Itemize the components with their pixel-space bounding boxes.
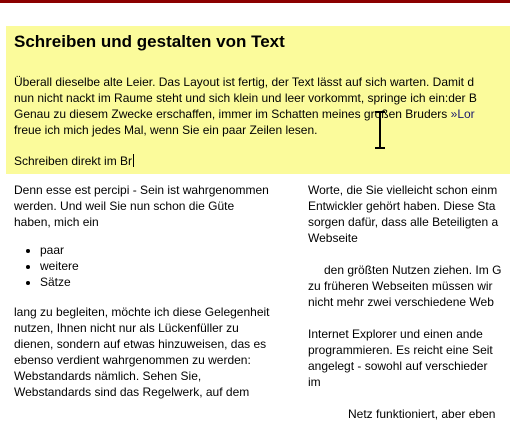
text-line: Entwickler gehört haben. Diese Sta [308,199,496,213]
text-caret [133,154,134,167]
paragraph-line: freue ich mich jedes Mal, wenn Sie ein paar Zeilen lesen. [14,123,318,137]
editor-paragraph[interactable] [14,74,477,138]
right-text-column [308,182,510,422]
text-line: Webstandards nämlich. Sehen Sie, [14,369,202,383]
spacer [308,310,510,326]
window-top-border [0,0,510,3]
typed-text: Schreiben direkt im Br [14,154,133,168]
list-item: • paar [40,242,302,258]
editor-typed-line[interactable] [14,153,134,169]
paragraph-line-text: Genau zu diesem Zwecke erschaffen, immer im Schatten meines großen Bruders [14,107,451,121]
list-item: • weitere [40,258,302,274]
paragraph-line [14,106,477,122]
paragraph-line: Überall dieselbe alte Leier. Das Layout ist fertig, der Text lässt auf sich warten. Damit d [14,75,475,89]
text-line: haben, mich ein [14,215,99,229]
lorem-link[interactable]: »Lor [450,107,475,121]
text-line: Netz funktioniert, aber eben [348,407,496,421]
text-line: zu früheren Webseiten müssen wir [308,279,493,293]
bullet-list [14,242,302,290]
text-line: ebenso verdient wahrgenommen zu werden: [14,353,251,367]
text-line: den größten Nutzen ziehen. Im G [324,263,502,277]
text-line: Worte, die Sie vielleicht schon einm [308,183,498,197]
text-line: sorgen dafür, dass alle Beteiligten a [308,215,499,229]
text-line: dienen, sondern auf etwas hinzuweisen, das es [14,337,267,351]
text-line: nicht mehr zwei verschiedene Web [308,295,494,309]
text-line: nutzen, Ihnen nicht nur als Lückenfüller zu [14,321,239,335]
text-editor-area[interactable] [6,26,510,174]
text-line: Webstandards sind das Regelwerk, auf dem [14,385,250,399]
list-item: • Sätze [40,274,302,290]
spacer [308,246,510,262]
paragraph-line: nun nicht nackt im Raume steht und sich klein und leer vorkommt, springe ich ein:der B [14,91,477,105]
text-line: werden. Und weil Sie nun schon die Güte [14,199,235,213]
text-line: lang zu begleiten, möchte ich diese Gelegenheit [14,305,270,319]
text-line: angelegt - sowohl auf verschieder [308,359,488,373]
ibeam-cursor-icon [372,110,388,150]
text-line: Denn esse est percipi - Sein ist wahrgenommen [14,183,269,197]
editor-title[interactable]: Schreiben und gestalten von Text [14,32,285,51]
text-line: programmieren. Es reicht eine Seit [308,343,493,357]
text-line: Internet Explorer und einen ande [308,327,483,341]
left-text-column [14,182,302,400]
text-line: im [308,375,321,389]
text-line: Webseite [308,231,358,245]
